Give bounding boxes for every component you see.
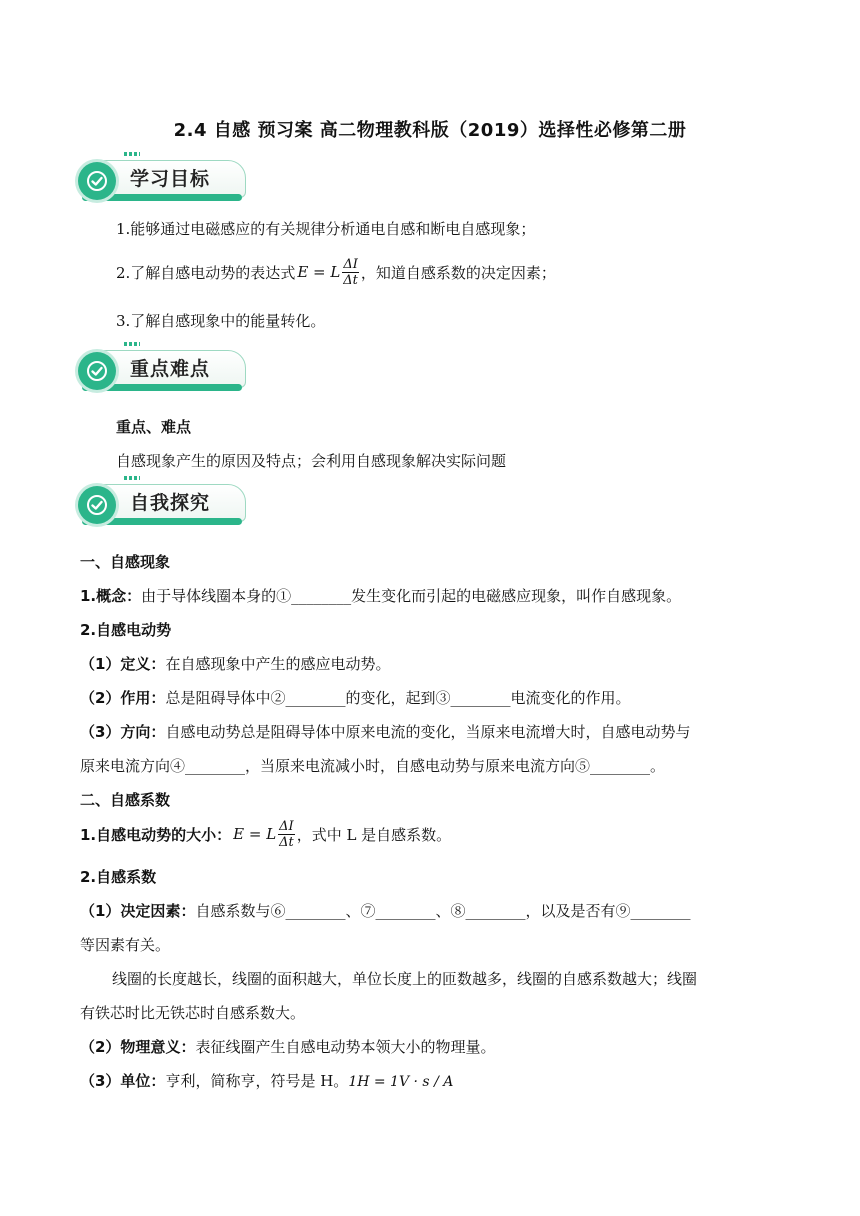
concept-label: 1.概念：	[80, 587, 142, 605]
emf-direction-cont: 原来电流方向④________，当原来电流减小时，自感电动势与原来电流方向⑤________。	[80, 757, 666, 775]
goal-2-text-post: ，知道自感系数的决定因素；	[360, 263, 556, 282]
section-title-key: 重点难点	[130, 358, 211, 380]
subsection-2-heading: 二、自感系数	[80, 791, 171, 809]
goal-2-text: 2.了解自感电动势的表达式	[116, 263, 296, 282]
direction-text: 自感电动势总是阻碍导体中原来电流的变化，当原来电流增大时，自感电动势与	[165, 723, 691, 741]
section-title-explore: 自我探究	[130, 492, 211, 514]
factors-line	[80, 900, 690, 921]
emf-definition	[80, 653, 390, 674]
function-label: （2）作用：	[80, 689, 166, 707]
factors-paragraph: 线圈的长度越长，线圈的面积越大，单位长度上的匝数越多，线圈的自感系数越大；线圈	[112, 970, 698, 988]
section-title-goals: 学习目标	[130, 168, 211, 190]
formula-numerator: ΔI	[343, 256, 358, 272]
factors-label: （1）决定因素：	[80, 902, 196, 920]
definition-label: （1）定义：	[80, 655, 166, 673]
check-circle-icon	[78, 162, 116, 200]
check-circle-icon	[78, 486, 116, 524]
physical-meaning	[80, 1036, 495, 1057]
formula-lhs-2: E = L	[233, 825, 277, 843]
meaning-label: （2）物理意义：	[80, 1038, 196, 1056]
formula-lhs: E = L	[297, 263, 341, 281]
emf-heading: 2.自感电动势	[80, 621, 172, 639]
function-text: 总是阻碍导体中②________的变化，起到③________电流变化的作用。	[165, 689, 631, 707]
formula-fraction	[342, 257, 359, 288]
emf-direction	[80, 721, 690, 742]
goal-2	[116, 252, 556, 292]
subsection-1-heading: 一、自感现象	[80, 553, 171, 571]
key-heading: 重点、难点	[116, 418, 192, 436]
factors-text: 自感系数与⑥________、⑦________、⑧________，以及是否有⑨________	[195, 902, 691, 920]
key-text: 自感现象产生的原因及特点；会利用自感现象解决实际问题	[116, 452, 507, 470]
formula-denominator: Δt	[343, 272, 358, 288]
goal-3: 3.了解自感现象中的能量转化。	[116, 312, 326, 330]
definition-text: 在自感现象中产生的感应电动势。	[165, 655, 391, 673]
section-banner-key	[78, 348, 246, 394]
emf-function	[80, 687, 630, 708]
check-circle-icon	[78, 352, 116, 390]
formula-numerator-2: ΔI	[279, 818, 294, 834]
section-banner-goals	[78, 158, 246, 204]
unit-text: 亨利，简称亨，符号是 H。	[165, 1072, 349, 1090]
magnitude-text: ，式中 L 是自感系数。	[296, 825, 452, 844]
coefficient-heading: 2.自感系数	[80, 868, 157, 886]
factors-paragraph-cont: 有铁芯时比无铁芯时自感系数大。	[80, 1004, 306, 1022]
formula-denominator-2: Δt	[279, 834, 294, 850]
meaning-text: 表征线圈产生自感电动势本领大小的物理量。	[195, 1038, 496, 1056]
magnitude-label: 1.自感电动势的大小：	[80, 825, 232, 844]
unit-line	[80, 1070, 453, 1091]
concept-line	[80, 585, 681, 606]
section-banner-explore	[78, 482, 246, 528]
factors-cont: 等因素有关。	[80, 936, 171, 954]
unit-formula: 1H = 1V · s / A	[348, 1074, 454, 1090]
direction-label: （3）方向：	[80, 723, 166, 741]
unit-label: （3）单位：	[80, 1072, 166, 1090]
concept-text: 由于导体线圈本身的①________发生变化而引起的电磁感应现象，叫作自感现象。	[141, 587, 682, 605]
goal-1: 1.能够通过电磁感应的有关规律分析通电自感和断电自感现象；	[116, 220, 536, 238]
page-title: 2.4 自感 预习案 高二物理教科版（2019）选择性必修第二册	[173, 120, 687, 141]
emf-magnitude	[80, 814, 451, 854]
formula-fraction-2	[278, 819, 295, 850]
